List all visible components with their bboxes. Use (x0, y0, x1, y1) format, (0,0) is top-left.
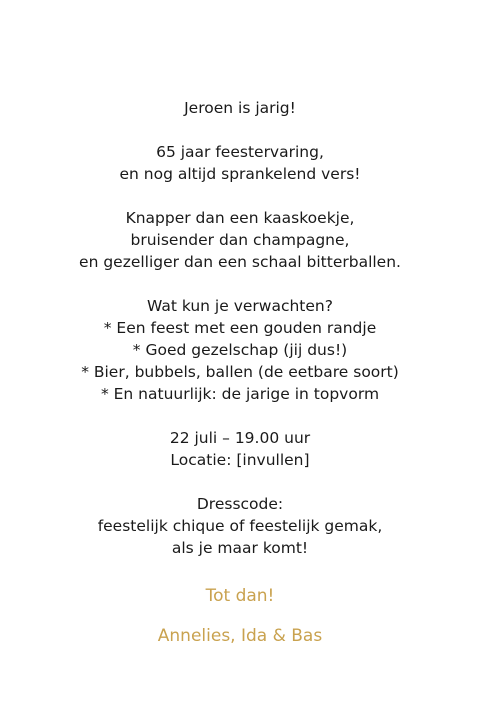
comparison-line: Knapper dan een kaaskoekje, (125, 209, 355, 227)
spacer (0, 119, 480, 141)
dresscode-line: als je maar komt! (171, 539, 309, 557)
dresscode-heading: Dresscode: (196, 495, 284, 513)
expectation-item: * Een feest met een gouden randje (103, 319, 377, 337)
comparison-block (0, 207, 480, 273)
expectations-heading: Wat kun je verwachten? (147, 297, 333, 315)
intro-block (0, 141, 480, 185)
expectations-block (0, 295, 480, 405)
spacer (0, 273, 480, 295)
comparison-line: en gezelliger dan een schaal bitterballen. (79, 253, 401, 271)
dresscode-line: feestelijk chique of feestelijk gemak, (97, 517, 383, 535)
closing-text: Tot dan! (205, 586, 275, 606)
intro-line: en nog altijd sprankelend vers! (119, 165, 361, 183)
comparison-line: bruisender dan champagne, (130, 231, 350, 249)
headline: Jeroen is jarig! (184, 99, 296, 117)
expectation-item: * Bier, bubbels, ballen (de eetbare soort) (81, 363, 399, 381)
expectation-item: * Goed gezelschap (jij dus!) (132, 341, 348, 359)
spacer (0, 185, 480, 207)
spacer (0, 405, 480, 427)
signature: Annelies, Ida & Bas (157, 626, 323, 646)
intro-line: 65 jaar feestervaring, (156, 143, 324, 161)
expectation-item: * En natuurlijk: de jarige in topvorm (100, 385, 380, 403)
event-location: Locatie: [invullen] (170, 451, 310, 469)
details-block (0, 427, 480, 471)
spacer (0, 471, 480, 493)
event-date-time: 22 juli – 19.00 uur (169, 429, 311, 447)
dresscode-block (0, 493, 480, 559)
